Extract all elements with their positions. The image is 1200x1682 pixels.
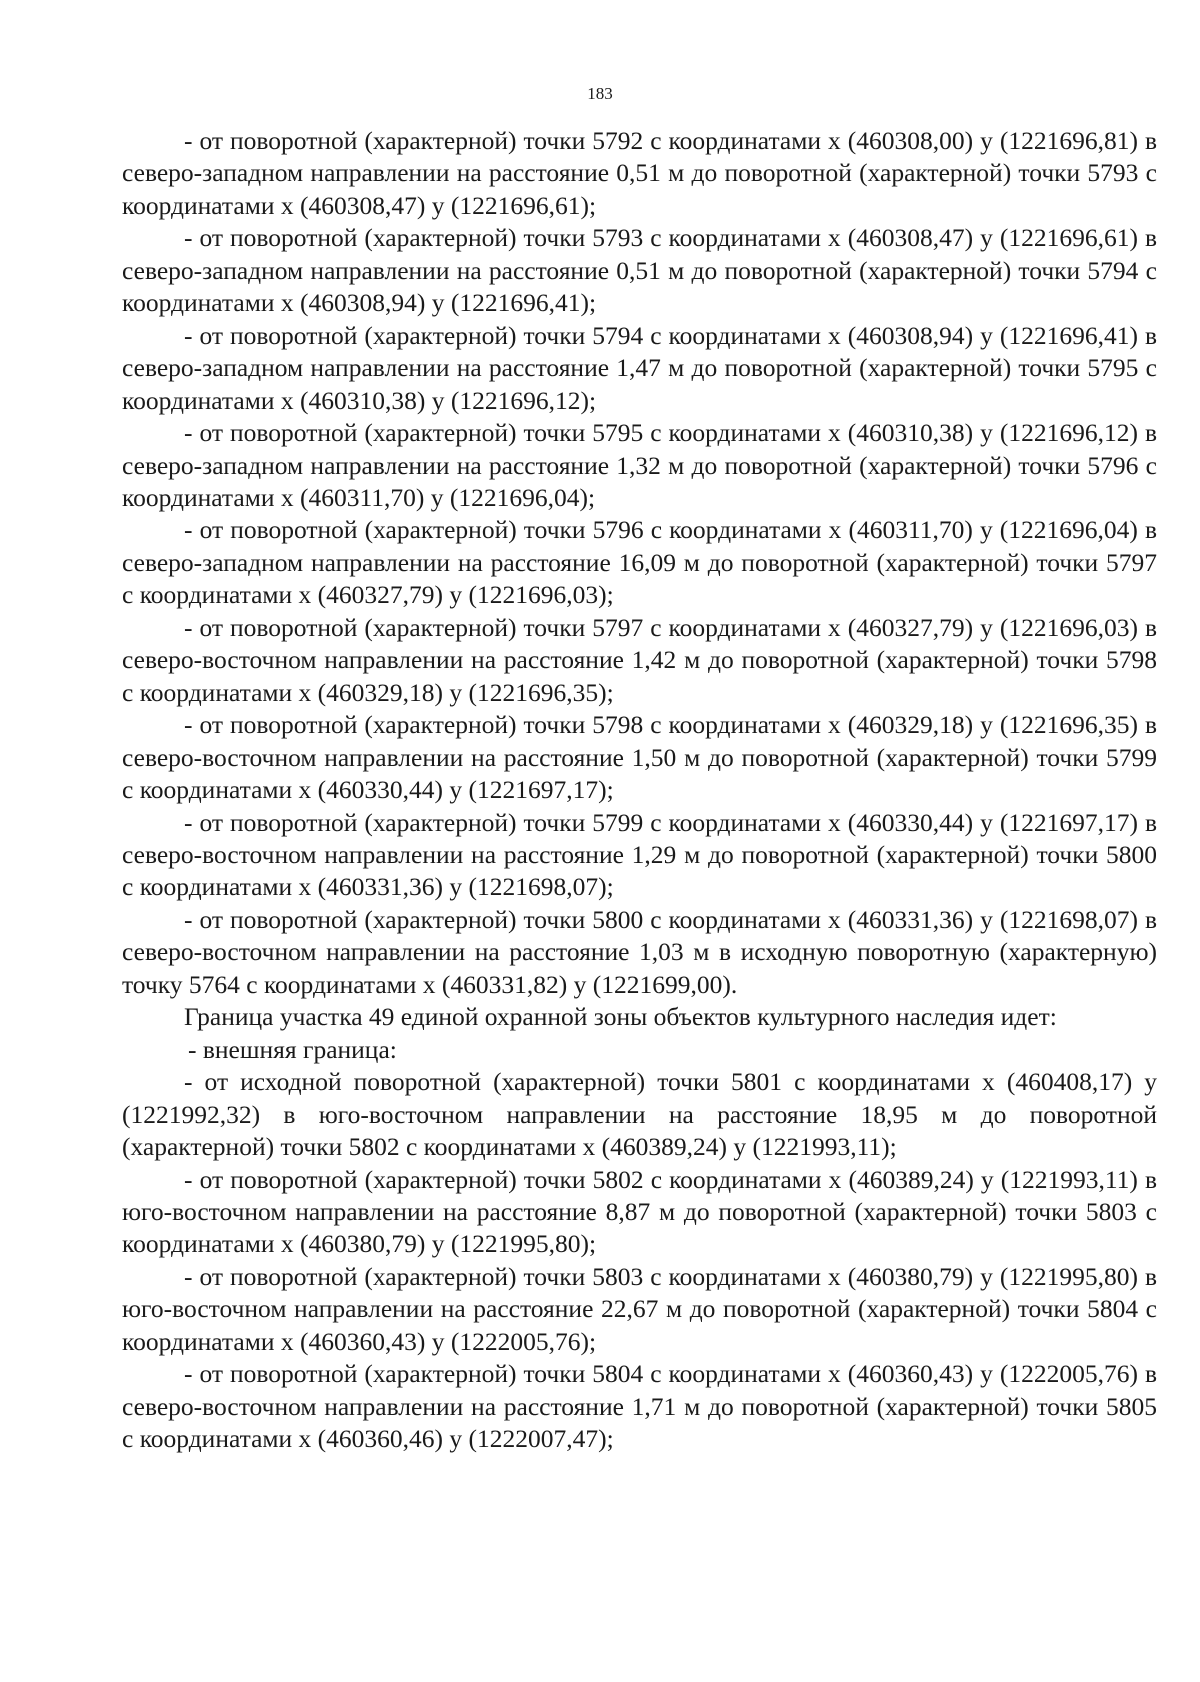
page-number: 183 <box>587 84 613 103</box>
boundary-segment-5792-5793: - от поворотной (характерной) точки 5792 с координатами х (460308,00) у (1221696,81) в северо-западном направлении на расстояние 0,51 м до поворотной (характерной) точки 5793 с координатами х (460308,47) у (1221696,61); <box>122 126 1157 220</box>
boundary-segment-5798-5799: - от поворотной (характерной) точки 5798 с координатами х (460329,18) у (1221696,35) в северо-восточном направлении на расстояние 1,50 м до поворотной (характерной) точки 5799 с координатами х (460330,44) у (1221697,17); <box>122 710 1157 805</box>
boundary-segment-5796-5797: - от поворотной (характерной) точки 5796 с координатами х (460311,70) у (1221696,04) в северо-западном направлении на расстояние 16,09 м до поворотной (характерной) точки 5797 с координатами х (460327,79) у (1221696,03); <box>122 515 1157 610</box>
boundary-segment-5800-5764: - от поворотной (характерной) точки 5800 с координатами х (460331,36) у (1221698,07) в северо-восточном направлении на расстояние 1,03 м в исходную поворотную (характерную) точку 5764 с координатами х (460331,82) у (1221699,00). <box>122 904 1157 999</box>
boundary-segment-5795-5796: - от поворотной (характерной) точки 5795 с координатами х (460310,38) у (1221696,12) в северо-западном направлении на расстояние 1,32 м до поворотной (характерной) точки 5796 с координатами х (460311,70) у (1221696,04); <box>122 418 1157 512</box>
boundary-segment-5797-5798: - от поворотной (характерной) точки 5797 с координатами х (460327,79) у (1221696,03) в северо-восточном направлении на расстояние 1,42 м до поворотной (характерной) точки 5798 с координатами х (460329,18) у (1221696,35); <box>122 612 1157 707</box>
boundary-segment-5801-5802: - от исходной поворотной (характерной) точки 5801 с координатами х (460408,17) у (1221992,32) в юго-восточном направлении на расстояние 18,95 м до поворотной (характерной) точки 5802 с координатами х (460389,24) у (1221993,11); <box>122 1067 1157 1162</box>
boundary-segment-5803-5804: - от поворотной (характерной) точки 5803 с координатами х (460380,79) у (1221995,80) в юго-восточном направлении на расстояние 22,67 м до поворотной (характерной) точки 5804 с координатами х (460360,43) у (1222005,76); <box>122 1261 1157 1356</box>
section-heading-plot-49: Граница участка 49 единой охранной зоны объектов культурного наследия идет: <box>184 1002 1057 1032</box>
document-body <box>122 125 1157 1456</box>
outer-boundary-label: - внешняя граница: <box>188 1034 397 1064</box>
boundary-segment-5804-5805: - от поворотной (характерной) точки 5804 с координатами х (460360,43) у (1222005,76) в северо-восточном направлении на расстояние 1,71 м до поворотной (характерной) точки 5805 с координатами х (460360,46) у (1222007,47); <box>122 1359 1157 1454</box>
boundary-segment-5799-5800: - от поворотной (характерной) точки 5799 с координатами х (460330,44) у (1221697,17) в северо-восточном направлении на расстояние 1,29 м до поворотной (характерной) точки 5800 с координатами х (460331,36) у (1221698,07); <box>122 807 1157 902</box>
boundary-segment-5793-5794: - от поворотной (характерной) точки 5793 с координатами х (460308,47) у (1221696,61) в северо-западном направлении на расстояние 0,51 м до поворотной (характерной) точки 5794 с координатами х (460308,94) у (1221696,41); <box>122 223 1157 318</box>
boundary-segment-5794-5795: - от поворотной (характерной) точки 5794 с координатами х (460308,94) у (1221696,41) в северо-западном направлении на расстояние 1,47 м до поворотной (характерной) точки 5795 с координатами х (460310,38) у (1221696,12); <box>122 320 1157 415</box>
boundary-segment-5802-5803: - от поворотной (характерной) точки 5802 с координатами х (460389,24) у (1221993,11) в юго-восточном направлении на расстояние 8,87 м до поворотной (характерной) точки 5803 с координатами х (460380,79) у (1221995,80); <box>122 1164 1157 1259</box>
